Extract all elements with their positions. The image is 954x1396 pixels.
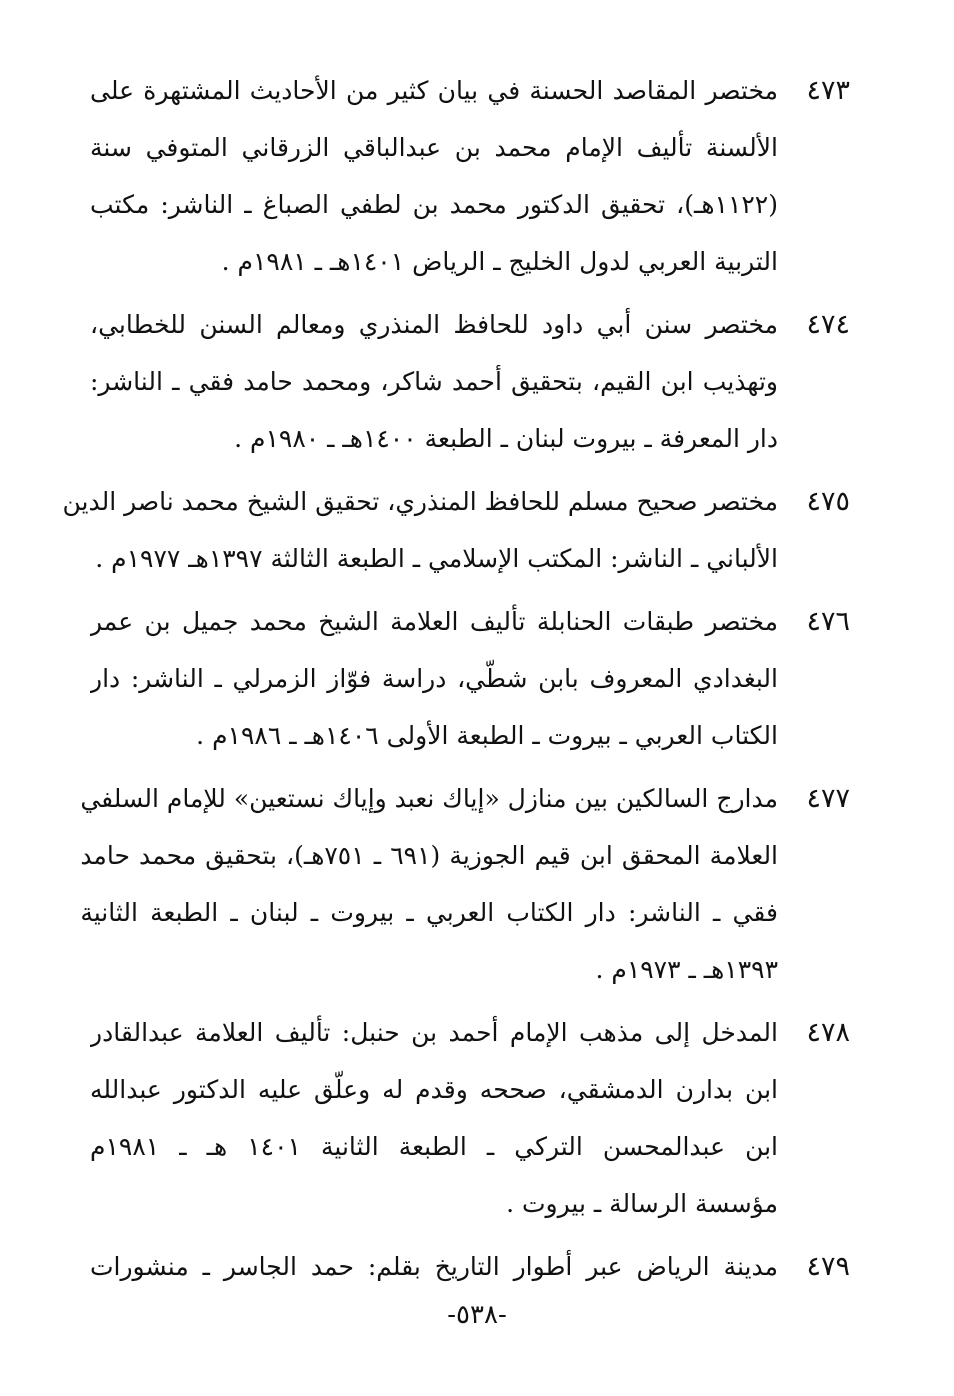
entry-line: وتهذيب ابن القيم، بتحقيق أحمد شاكر، ومحمد حامد فقي ـ الناشر: (90, 367, 778, 396)
entry-line: الألسنة تأليف الإمام محمد بن عبدالباقي الزرقاني المتوفي سنة (90, 133, 778, 162)
entry-text (80, 770, 778, 998)
entry-number: ٤٧٧ (806, 783, 850, 814)
entry-line: ابن بدارن الدمشقي، صححه وقدم له وعلّق عليه الدكتور عبدالله (90, 1075, 778, 1104)
entry-line: الألباني ـ الناشر: المكتب الإسلامي ـ الطبعة الثالثة ١٣٩٧هـ ١٩٧٧م . (95, 544, 778, 573)
bibliography-entry-475 (62, 473, 850, 587)
entry-line: (١١٢٢هـ)، تحقيق الدكتور محمد بن لطفي الصباغ ـ الناشر: مكتب (90, 190, 778, 219)
entry-text (62, 473, 778, 587)
entry-number: ٤٧٨ (806, 1017, 850, 1048)
page-number: -٥٣٨- (447, 1300, 507, 1330)
entry-line: دار المعرفة ـ بيروت لبنان ـ الطبعة ١٤٠٠هـ ـ ١٩٨٠م . (234, 424, 778, 453)
entry-line: البغدادي المعروف بابن شطّي، دراسة فوّاز الزمرلي ـ الناشر: دار (90, 664, 778, 693)
entry-number: ٤٧٩ (806, 1251, 850, 1282)
bibliography-page (62, 62, 850, 1301)
entry-line: ١٣٩٣هـ ـ ١٩٧٣م . (595, 955, 778, 984)
entry-text (90, 593, 778, 764)
bibliography-entry-473 (90, 62, 850, 290)
bibliography-entry-478 (90, 1004, 850, 1232)
entry-line: مختصر طبقات الحنابلة تأليف العلامة الشيخ محمد جميل بن عمر (90, 607, 778, 636)
entry-number: ٤٧٥ (806, 486, 850, 517)
entry-text (90, 1004, 778, 1232)
entry-line: مختصر سنن أبي داود للحافظ المنذري ومعالم السنن للخطابي، (90, 310, 778, 339)
entry-line: مؤسسة الرسالة ـ بيروت . (506, 1189, 778, 1218)
entry-text (90, 62, 778, 290)
bibliography-entry-474 (90, 296, 850, 467)
bibliography-entry-477 (80, 770, 850, 998)
entry-line: فقي ـ الناشر: دار الكتاب العربي ـ بيروت ـ لبنان ـ الطبعة الثانية (80, 898, 778, 927)
entry-line: مدارج السالكين بين منازل «إياك نعبد وإياك نستعين» للإمام السلفي (80, 784, 778, 813)
entry-line: مختصر صحيح مسلم للحافظ المنذري، تحقيق الشيخ محمد ناصر الدين (62, 487, 778, 516)
entry-number: ٤٧٤ (806, 309, 850, 340)
entry-text (90, 1238, 778, 1295)
bibliography-entry-476 (90, 593, 850, 764)
entry-line: ابن عبدالمحسن التركي ـ الطبعة الثانية ١٤٠١ هـ ـ ١٩٨١م (90, 1132, 778, 1161)
entry-number: ٤٧٣ (806, 75, 850, 106)
entry-line: مختصر المقاصد الحسنة في بيان كثير من الأحاديث المشتهرة على (90, 76, 778, 105)
entry-line: المدخل إلى مذهب الإمام أحمد بن حنبل: تأليف العلامة عبدالقادر (90, 1018, 778, 1047)
bibliography-entry-479 (90, 1238, 850, 1295)
entry-number: ٤٧٦ (806, 606, 850, 637)
entry-line: العلامة المحقق ابن قيم الجوزية (٦٩١ ـ ٧٥١هـ)، بتحقيق محمد حامد (80, 841, 778, 870)
entry-line: الكتاب العربي ـ بيروت ـ الطبعة الأولى ١٤٠٦هـ ـ ١٩٨٦م . (196, 721, 778, 750)
entry-line: مدينة الرياض عبر أطوار التاريخ بقلم: حمد الجاسر ـ منشورات (90, 1252, 778, 1281)
entry-line: التربية العربي لدول الخليج ـ الرياض ١٤٠١هـ ـ ١٩٨١م . (221, 247, 778, 276)
entry-text (90, 296, 778, 467)
